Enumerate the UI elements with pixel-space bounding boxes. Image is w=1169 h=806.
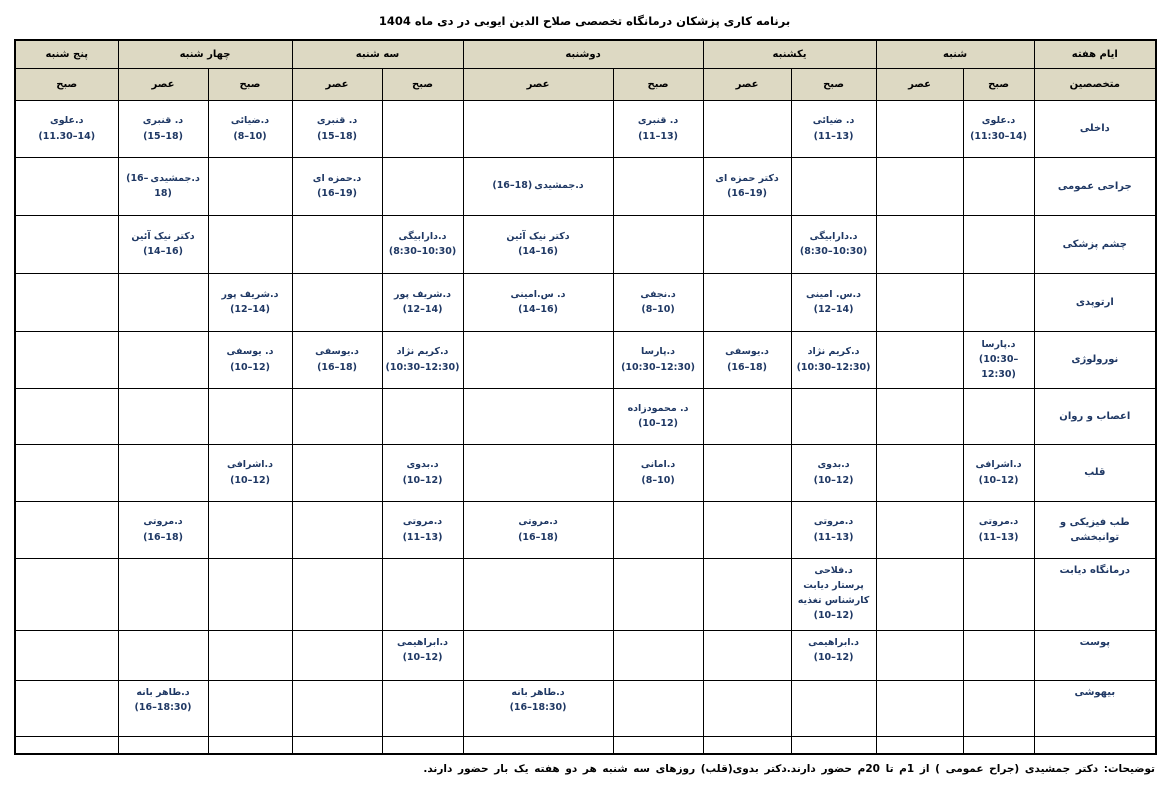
schedule-cell xyxy=(208,444,292,501)
schedule-row xyxy=(15,388,1156,444)
schedule-cell xyxy=(876,273,963,331)
schedule-cell xyxy=(963,558,1034,630)
schedule-cell xyxy=(382,630,463,680)
visit-hours: (8:30–10:30) xyxy=(388,246,457,257)
day-header-0: شنبه xyxy=(876,40,1034,68)
schedule-cell xyxy=(208,501,292,558)
day-header-4: چهار شنبه xyxy=(118,40,292,68)
day-header-3: سه شنبه xyxy=(292,40,463,68)
schedule-cell xyxy=(791,558,876,630)
doctor-name: د.طاهر بانه xyxy=(511,686,565,698)
schedule-cell xyxy=(703,630,791,680)
schedule-cell xyxy=(876,388,963,444)
visit-hours: (8–10) xyxy=(641,474,675,486)
schedule-cell xyxy=(876,215,963,273)
visit-hours: (10–12) xyxy=(813,610,854,622)
doctor-name: د.طاهر بانه xyxy=(136,686,190,698)
schedule-cell xyxy=(208,100,292,157)
schedule-cell xyxy=(703,444,791,501)
period-header-3-0: صبح xyxy=(382,68,463,100)
schedule-cell xyxy=(382,331,463,388)
visit-hours: (16–18) xyxy=(126,172,172,199)
schedule-cell xyxy=(15,501,118,558)
visit-hours: (11–13) xyxy=(813,531,854,543)
doctor-name: د.حمزه ای xyxy=(312,172,362,184)
schedule-cell xyxy=(382,388,463,444)
doctor-name: د.پارسا xyxy=(981,338,1016,350)
schedule-cell xyxy=(963,100,1034,157)
schedule-cell xyxy=(382,215,463,273)
day-header-1: یکشنبه xyxy=(703,40,876,68)
schedule-cell xyxy=(613,558,703,630)
period-header-4-0: صبح xyxy=(208,68,292,100)
visit-hours: (10–12) xyxy=(638,418,678,429)
period-header-2-1: عصر xyxy=(463,68,613,100)
schedule-cell xyxy=(703,215,791,273)
schedule-cell xyxy=(382,273,463,331)
schedule-cell xyxy=(382,558,463,630)
doctor-name: د.ابراهیمی xyxy=(808,636,859,648)
schedule-cell xyxy=(963,157,1034,215)
schedule-cell xyxy=(876,331,963,388)
schedule-row xyxy=(15,215,1156,273)
specialty-label-9: پوست xyxy=(1034,630,1156,680)
schedule-cell xyxy=(118,501,208,558)
schedule-cell xyxy=(382,736,463,754)
schedule-cell xyxy=(791,157,876,215)
schedule-cell xyxy=(382,501,463,558)
doctor-name: د.جمشیدی xyxy=(534,180,584,192)
schedule-cell xyxy=(118,680,208,736)
schedule-cell xyxy=(613,736,703,754)
schedule-cell xyxy=(876,100,963,157)
visit-hours: (11.30–14) xyxy=(38,130,96,142)
visit-hours: (12–14) xyxy=(402,304,443,315)
schedule-cell xyxy=(118,558,208,630)
day-header-5: پنج شنبه xyxy=(15,40,118,68)
visit-hours: (10:30–12:30) xyxy=(385,361,460,373)
schedule-cell xyxy=(876,558,963,630)
doctor-name: د.شریف پور xyxy=(394,288,451,300)
doctor-name: د.ضیائی xyxy=(230,115,270,127)
schedule-cell xyxy=(791,100,876,157)
doctor-name: د.مروتی xyxy=(813,516,854,528)
schedule-cell xyxy=(791,444,876,501)
schedule-cell xyxy=(15,388,118,444)
schedule-table xyxy=(14,39,1157,755)
schedule-cell xyxy=(463,157,613,215)
specialty-label-1: جراحی عمومی xyxy=(1034,157,1156,215)
schedule-cell xyxy=(613,501,703,558)
doctor-name: د.کریم نژاد xyxy=(807,346,860,358)
visit-hours: (11–13) xyxy=(813,130,854,142)
schedule-cell xyxy=(118,100,208,157)
schedule-row xyxy=(15,331,1156,388)
schedule-cell xyxy=(208,388,292,444)
schedule-cell xyxy=(463,331,613,388)
schedule-cell xyxy=(382,444,463,501)
schedule-cell xyxy=(15,100,118,157)
schedule-cell xyxy=(876,680,963,736)
visit-hours: (10:30–12:30) xyxy=(621,361,695,373)
schedule-cell xyxy=(292,558,382,630)
schedule-cell xyxy=(791,630,876,680)
specialty-label-2: چشم پزشکی xyxy=(1034,215,1156,273)
schedule-cell xyxy=(463,388,613,444)
visit-hours: (16–18) xyxy=(492,180,533,192)
doctor-name: د.مروتی xyxy=(143,516,183,528)
doctor-name: د. محمودزاده xyxy=(627,402,689,414)
day-header-2: دوشنبه xyxy=(463,40,703,68)
period-header-1-0: صبح xyxy=(791,68,876,100)
schedule-row xyxy=(15,558,1156,630)
schedule-cell xyxy=(963,444,1034,501)
schedule-cell xyxy=(876,157,963,215)
doctor-name: دکتر حمزه ای xyxy=(715,172,779,184)
schedule-cell xyxy=(15,736,118,754)
schedule-cell xyxy=(963,736,1034,754)
doctor-name: د.دارابیگی xyxy=(398,230,447,242)
schedule-cell xyxy=(118,157,208,215)
schedule-cell xyxy=(382,100,463,157)
period-header-4-1: عصر xyxy=(118,68,208,100)
specialty-label-8: درمانگاه دیابت xyxy=(1034,558,1156,630)
schedule-cell xyxy=(963,388,1034,444)
schedule-cell xyxy=(15,444,118,501)
doctor-name: د. س.امینی xyxy=(510,288,566,300)
schedule-cell xyxy=(118,388,208,444)
schedule-cell xyxy=(463,501,613,558)
doctor-name: د.شریف پور xyxy=(221,288,279,300)
period-header-0-1: عصر xyxy=(876,68,963,100)
doctor-name: د. یوسفی xyxy=(226,346,274,358)
schedule-header xyxy=(15,40,1156,100)
schedule-cell xyxy=(208,680,292,736)
doctor-name: د.فلاحی پرستار دیابت کارشناس تغذیه xyxy=(797,564,870,606)
schedule-cell xyxy=(15,558,118,630)
schedule-cell xyxy=(703,331,791,388)
page-title: برنامه کاری پزشکان درمانگاه تخصصی صلاح الدین ایوبی در دی ماه 1404 xyxy=(378,14,791,28)
doctor-name: د.علوی xyxy=(981,115,1016,127)
visit-hours: (10–12) xyxy=(230,474,270,486)
visit-hours: (10–12) xyxy=(813,651,854,663)
visit-hours: (10–12) xyxy=(978,474,1019,486)
doctor-name: د.جمشیدی xyxy=(150,172,200,184)
schedule-cell xyxy=(703,736,791,754)
specialty-label-3: ارتوپدی xyxy=(1034,273,1156,331)
schedule-row xyxy=(15,273,1156,331)
schedule-cell xyxy=(613,388,703,444)
schedule-cell xyxy=(613,680,703,736)
schedule-cell xyxy=(208,273,292,331)
specialists-corner-header: متخصصین xyxy=(1034,68,1156,100)
schedule-cell xyxy=(463,273,613,331)
schedule-cell xyxy=(613,630,703,680)
schedule-cell xyxy=(791,501,876,558)
visit-hours: (16–18) xyxy=(317,361,357,373)
visit-hours: (10:30–12:30) xyxy=(978,353,1019,381)
schedule-cell xyxy=(703,388,791,444)
schedule-cell xyxy=(208,558,292,630)
period-header-3-1: عصر xyxy=(292,68,382,100)
visit-hours: (14–16) xyxy=(518,304,558,315)
visit-hours: (16–18:30) xyxy=(134,701,192,713)
doctor-name: د.مروتی xyxy=(978,516,1019,528)
doctor-name: د.بدوی xyxy=(817,459,850,471)
schedule-cell xyxy=(963,273,1034,331)
doctor-name: دکتر نیک آئین xyxy=(131,230,195,242)
schedule-cell xyxy=(292,215,382,273)
schedule-cell xyxy=(613,444,703,501)
schedule-cell xyxy=(463,680,613,736)
schedule-cell xyxy=(15,331,118,388)
schedule-cell xyxy=(382,157,463,215)
schedule-cell xyxy=(292,331,382,388)
schedule-row xyxy=(15,100,1156,157)
schedule-cell xyxy=(118,736,208,754)
schedule-cell xyxy=(15,215,118,273)
schedule-cell xyxy=(791,215,876,273)
schedule-cell xyxy=(463,558,613,630)
visit-hours: (15–18) xyxy=(317,130,357,142)
schedule-cell xyxy=(876,501,963,558)
specialty-label-10: بیهوشی xyxy=(1034,680,1156,736)
visit-hours: (8:30–10:30) xyxy=(799,246,868,257)
schedule-cell xyxy=(118,215,208,273)
visit-hours: (11:30–14) xyxy=(970,130,1027,142)
visit-hours: (14–16) xyxy=(143,246,183,257)
period-header-2-0: صبح xyxy=(613,68,703,100)
visit-hours: (16–18) xyxy=(143,531,183,543)
schedule-cell xyxy=(292,157,382,215)
schedule-cell xyxy=(613,215,703,273)
specialty-label-5: اعصاب و روان xyxy=(1034,388,1156,444)
schedule-cell xyxy=(791,388,876,444)
schedule-cell xyxy=(963,215,1034,273)
schedule-cell xyxy=(876,444,963,501)
schedule-cell xyxy=(292,736,382,754)
visit-hours: (11–13) xyxy=(402,531,443,543)
visit-hours: (12–14) xyxy=(230,304,270,315)
doctor-name: د. قنبری xyxy=(637,115,679,127)
schedule-cell xyxy=(292,630,382,680)
doctor-name: د.نجفی xyxy=(640,288,676,300)
footer-note: توضیحات: دکتر جمشیدی (جراح عمومی ) از 1م تا 20م حضور دارند.دکتر بدوی(قلب) روزهای سه شنبه هر دو هفته یک بار حضور دارند. xyxy=(423,763,1155,775)
visit-hours: (10–12) xyxy=(402,651,443,663)
period-header-5-0: صبح xyxy=(15,68,118,100)
doctor-name: د. قنبری xyxy=(142,115,184,127)
visit-hours: (8–10) xyxy=(233,130,267,142)
visit-hours: (11–13) xyxy=(638,130,678,142)
visit-hours: (14–16) xyxy=(518,246,558,257)
schedule-cell xyxy=(208,331,292,388)
doctor-name: د.دارابیگی xyxy=(809,230,858,242)
schedule-cell xyxy=(463,630,613,680)
doctor-name: د.امانی xyxy=(640,459,676,471)
visit-hours: (10:30–12:30) xyxy=(796,361,871,373)
visit-hours: (15–18) xyxy=(143,130,183,142)
schedule-cell xyxy=(15,157,118,215)
visit-hours: (16–18) xyxy=(518,531,558,543)
schedule-cell xyxy=(118,331,208,388)
visit-hours: (16–18:30) xyxy=(509,701,567,713)
specialty-label-4: نورولوژی xyxy=(1034,331,1156,388)
schedule-row xyxy=(15,157,1156,215)
schedule-cell xyxy=(292,273,382,331)
schedule-cell xyxy=(118,444,208,501)
schedule-cell xyxy=(208,157,292,215)
schedule-cell xyxy=(703,157,791,215)
visit-hours: (16–19) xyxy=(727,188,767,199)
schedule-cell xyxy=(15,273,118,331)
visit-hours: (16–19) xyxy=(317,188,357,199)
schedule-row xyxy=(15,630,1156,680)
schedule-cell xyxy=(703,501,791,558)
visit-hours: (11–13) xyxy=(978,531,1019,543)
doctor-name: د.اشرافی xyxy=(975,459,1022,471)
schedule-cell xyxy=(463,100,613,157)
doctor-name: د.علوی xyxy=(49,115,84,127)
visit-hours: (16–18) xyxy=(727,361,767,373)
schedule-cell xyxy=(613,331,703,388)
specialty-label-7: طب فیزیکی و توانبخشی xyxy=(1034,501,1156,558)
schedule-cell xyxy=(963,501,1034,558)
schedule-cell xyxy=(463,736,613,754)
schedule-cell xyxy=(703,558,791,630)
schedule-cell xyxy=(208,736,292,754)
doctor-name: د.اشرافی xyxy=(226,459,274,471)
schedule-cell xyxy=(876,736,963,754)
schedule-body xyxy=(15,100,1156,754)
schedule-row xyxy=(15,444,1156,501)
schedule-cell xyxy=(15,630,118,680)
doctor-name: د.بدوی xyxy=(406,459,439,471)
doctor-name: د.ابراهیمی xyxy=(397,636,448,648)
schedule-row xyxy=(15,736,1156,754)
period-header-1-1: عصر xyxy=(703,68,791,100)
period-header-0-0: صبح xyxy=(963,68,1034,100)
schedule-cell xyxy=(292,388,382,444)
schedule-cell xyxy=(791,736,876,754)
doctor-name: د.کریم نژاد xyxy=(396,346,449,358)
doctor-name: د.س. امینی xyxy=(806,288,862,300)
schedule-cell xyxy=(703,100,791,157)
visit-hours: (10–12) xyxy=(402,474,443,486)
schedule-cell xyxy=(613,273,703,331)
schedule-cell xyxy=(876,630,963,680)
visit-hours: (12–14) xyxy=(813,304,854,315)
doctor-name: دکتر نیک آئین xyxy=(506,230,570,242)
schedule-cell xyxy=(15,680,118,736)
schedule-cell xyxy=(703,273,791,331)
schedule-cell xyxy=(463,215,613,273)
schedule-cell xyxy=(292,680,382,736)
doctor-name: د.یوسفی xyxy=(725,346,769,358)
schedule-cell xyxy=(791,680,876,736)
specialty-label-6: قلب xyxy=(1034,444,1156,501)
doctor-name: د.مروتی xyxy=(518,516,558,528)
schedule-cell xyxy=(613,100,703,157)
doctor-name: د.پارسا xyxy=(641,346,676,358)
schedule-cell xyxy=(118,630,208,680)
schedule-cell xyxy=(791,273,876,331)
schedule-cell xyxy=(963,630,1034,680)
specialty-label-11 xyxy=(1034,736,1156,754)
schedule-cell xyxy=(463,444,613,501)
schedule-cell xyxy=(963,331,1034,388)
visit-hours: (8–10) xyxy=(641,304,675,315)
schedule-cell xyxy=(118,273,208,331)
days-of-week-corner-header: ایام هفته xyxy=(1034,40,1156,68)
schedule-cell xyxy=(292,100,382,157)
schedule-cell xyxy=(382,680,463,736)
schedule-row xyxy=(15,501,1156,558)
schedule-row xyxy=(15,680,1156,736)
schedule-cell xyxy=(613,157,703,215)
schedule-cell xyxy=(292,501,382,558)
doctor-name: د. ضیائی xyxy=(812,115,855,127)
visit-hours: (10–12) xyxy=(230,361,270,373)
doctor-name: د. قنبری xyxy=(316,115,358,127)
schedule-cell xyxy=(791,331,876,388)
specialty-label-0: داخلی xyxy=(1034,100,1156,157)
doctor-name: د.مروتی xyxy=(402,516,443,528)
schedule-cell xyxy=(292,444,382,501)
schedule-cell xyxy=(963,680,1034,736)
doctor-name: د.یوسفی xyxy=(315,346,359,358)
visit-hours: (10–12) xyxy=(813,474,854,486)
schedule-cell xyxy=(208,630,292,680)
schedule-cell xyxy=(208,215,292,273)
schedule-cell xyxy=(703,680,791,736)
